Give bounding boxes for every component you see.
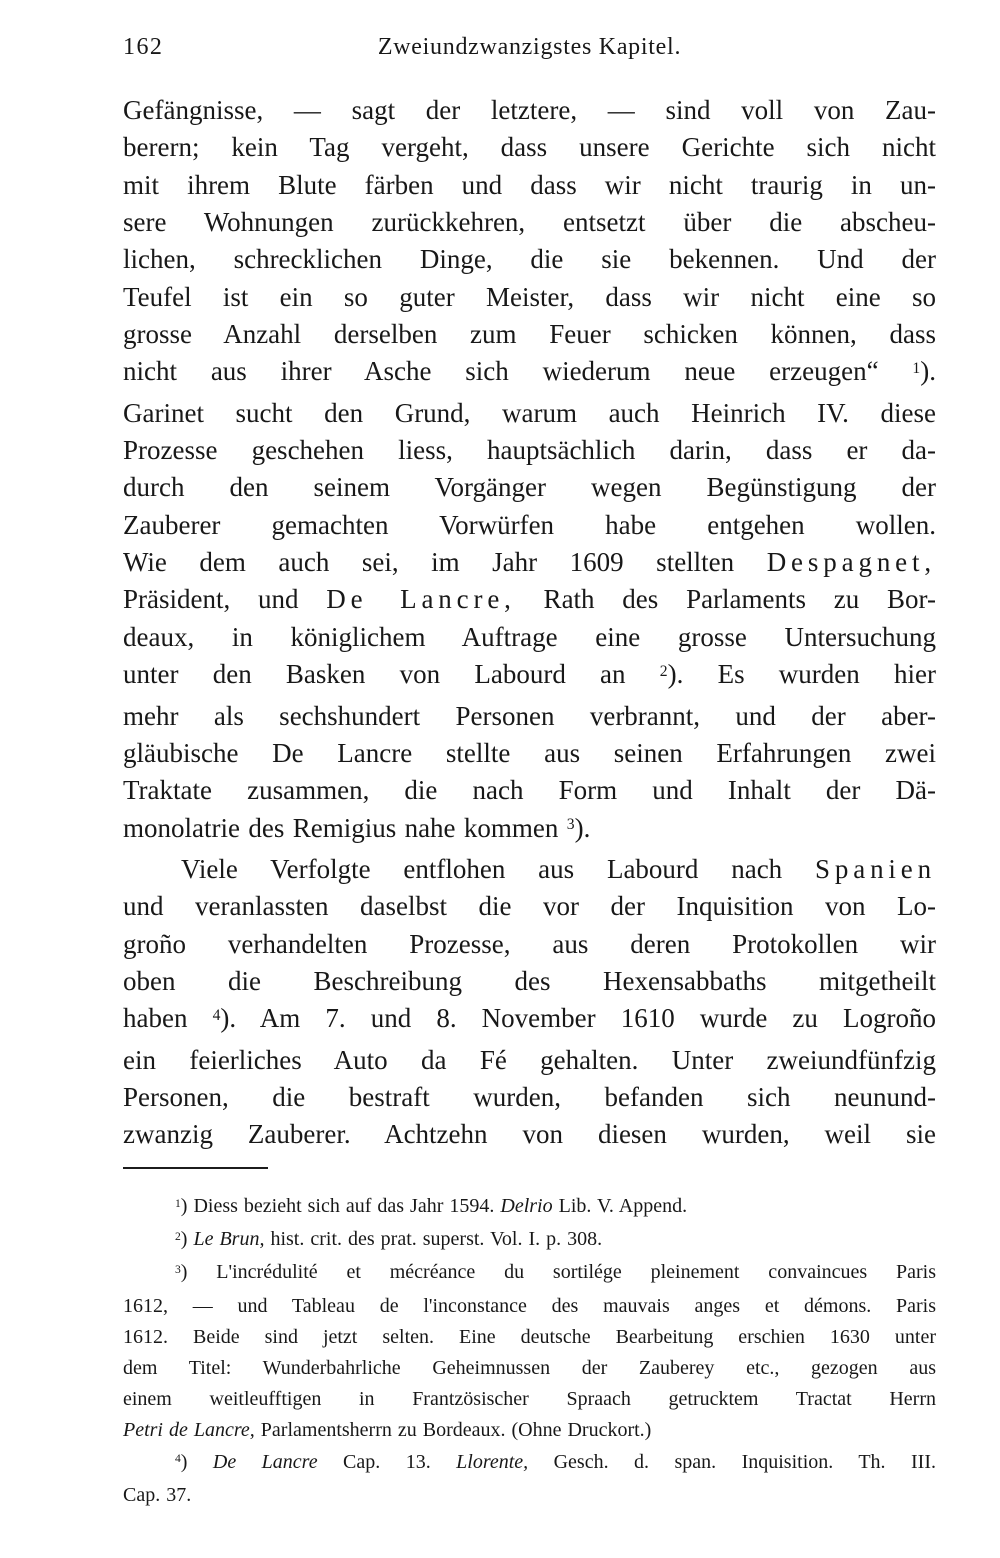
footnote-line — [123, 1257, 936, 1290]
text-segment: deaux, in königlichem Auftrage eine grosse Untersuchung — [123, 621, 936, 652]
text-segment: sere Wohnungen zurückkehren, entsetzt über die abscheu- — [123, 207, 936, 238]
body-line — [123, 395, 936, 432]
text-segment: Zauberer gemachten Vorwürfen habe entgehen wollen. — [123, 509, 936, 540]
text-segment: De Lancre — [212, 1450, 318, 1473]
footnote-marker: 3 — [175, 1263, 181, 1277]
footnote-rule — [123, 1167, 268, 1169]
footnote-line — [123, 1224, 936, 1257]
text-segment: 1612, — und Tableau de l'inconstance des mauvais anges et démons. Paris — [123, 1294, 936, 1317]
body-line — [123, 167, 936, 204]
text-segment: ). — [920, 356, 936, 387]
body-text-block — [123, 92, 936, 1154]
footnotes-block — [123, 1191, 936, 1511]
text-segment: Petri de Lancre, — [123, 1419, 255, 1442]
footnote-line — [123, 1191, 936, 1224]
body-line — [123, 316, 936, 353]
body-line — [123, 241, 936, 278]
text-segment: Präsident, und — [123, 584, 327, 615]
body-line — [123, 544, 936, 581]
footnote-line — [123, 1353, 936, 1384]
footnote-marker: 2 — [175, 1229, 181, 1243]
text-segment: Prozesse geschehen liess, hauptsächlich darin, dass er da- — [123, 435, 936, 466]
footnote-line — [123, 1447, 936, 1480]
text-segment: Garinet sucht den Grund, warum auch Heinrich IV. diese — [123, 397, 936, 428]
body-line — [123, 851, 936, 888]
text-segment: Traktate zusammen, die nach Form und Inhalt der Dä- — [123, 775, 936, 806]
text-segment: ). Es wurden hier — [667, 659, 936, 690]
text-segment: monolatrie des Remigius nahe kommen — [123, 812, 567, 843]
text-segment: ) — [180, 1228, 194, 1251]
text-segment: 1612. Beide sind jetzt selten. Eine deutsche Bearbeitung erschien 1630 unter — [123, 1325, 936, 1348]
body-line — [123, 619, 936, 656]
text-segment: Cap. 13. — [317, 1450, 457, 1473]
text-segment: Llorente, — [456, 1450, 529, 1473]
body-line — [123, 432, 936, 469]
running-header — [123, 33, 936, 63]
body-line — [123, 810, 936, 851]
text-segment: De Lancre, — [326, 584, 516, 615]
text-segment: ) L'incrédulité et mécréance du sortilége pleinement convaincues Paris — [180, 1261, 936, 1284]
text-segment: Le Brun, — [193, 1228, 265, 1251]
text-segment: nicht aus ihrer Asche sich wiederum neue erzeugen“ — [123, 356, 913, 387]
text-segment: berern; kein Tag vergeht, dass unsere Gerichte sich nicht — [123, 132, 936, 163]
text-segment: Gesch. d. span. Inquisition. Th. III. — [528, 1450, 936, 1473]
body-line — [123, 129, 936, 166]
text-segment: durch den seinem Vorgänger wegen Begünstigung der — [123, 472, 936, 503]
body-line — [123, 888, 936, 925]
text-segment: hist. crit. des prat. superst. Vol. I. p. 308. — [264, 1228, 603, 1251]
body-line — [123, 1116, 936, 1153]
footnote-marker: 3 — [566, 816, 575, 834]
body-line — [123, 963, 936, 1000]
body-line — [123, 1079, 936, 1116]
body-line — [123, 772, 936, 809]
text-segment: Viele Verfolgte entflohen aus Labourd nach — [181, 853, 815, 884]
page-number: 162 — [123, 34, 164, 60]
body-line — [123, 92, 936, 129]
footnote-line — [123, 1291, 936, 1322]
text-segment: ein feierliches Auto da Fé gehalten. Unter zweiundfünfzig — [123, 1044, 936, 1075]
text-segment: mehr als sechshundert Personen verbrannt, und der aber- — [123, 700, 936, 731]
footnote-marker: 1 — [175, 1196, 181, 1210]
text-segment: oben die Beschreibung des Hexensabbaths mitgetheilt — [123, 965, 936, 996]
text-segment: Gefängnisse, — sagt der letztere, — sind voll von Zau- — [123, 95, 936, 125]
footnote-line — [123, 1322, 936, 1353]
footnote-marker: 1 — [912, 360, 921, 378]
text-segment: ) Diess bezieht sich auf das Jahr 1594. — [180, 1195, 501, 1217]
text-segment: lichen, schrecklichen Dinge, die sie bekennen. Und der — [123, 244, 936, 275]
body-line — [123, 1042, 936, 1079]
text-segment: unter den Basken von Labourd an — [123, 659, 660, 690]
footnote-marker: 4 — [212, 1007, 221, 1025]
text-segment: Rath des Parlaments zu Bor- — [515, 584, 936, 615]
text-segment: Parlamentsherrn zu Bordeaux. (Ohne Druckort.) — [254, 1419, 652, 1442]
text-segment: mit ihrem Blute färben und dass wir nicht traurig in un- — [123, 169, 936, 200]
chapter-title: Zweiundzwanzigstes Kapitel. — [377, 34, 682, 60]
text-segment: Lib. V. Append. — [552, 1195, 688, 1217]
footnote-line — [123, 1415, 936, 1446]
body-line — [123, 507, 936, 544]
text-segment: haben — [123, 1003, 213, 1034]
footnote-line — [123, 1384, 936, 1415]
text-segment: Spanien — [814, 853, 936, 884]
text-segment: ). — [574, 812, 591, 843]
body-line — [123, 469, 936, 506]
body-line — [123, 698, 936, 735]
text-segment: Despagnet, — [766, 547, 936, 578]
body-line — [123, 353, 936, 394]
footnote-marker: 2 — [659, 663, 668, 681]
text-segment: Delrio — [500, 1195, 553, 1217]
text-segment: und veranlassten daselbst die vor der Inquisition von Lo- — [123, 891, 936, 922]
text-segment: gläubische De Lancre stellte aus seinen Erfahrungen zwei — [123, 737, 936, 768]
body-line — [123, 656, 936, 697]
body-line — [123, 926, 936, 963]
text-segment: ). Am 7. und 8. November 1610 wurde zu Logroño — [220, 1003, 936, 1034]
text-segment: grosse Anzahl derselben zum Feuer schicken können, dass — [123, 319, 936, 350]
footnote-line — [123, 1480, 936, 1511]
text-segment: Wie dem auch sei, im Jahr 1609 stellten — [123, 547, 767, 578]
body-line — [123, 279, 936, 316]
text-segment: zwanzig Zauberer. Achtzehn von diesen wurden, weil sie — [123, 1119, 936, 1150]
text-segment: groño verhandelten Prozesse, aus deren Protokollen wir — [123, 928, 936, 959]
text-segment: dem Titel: Wunderbahrliche Geheimnussen der Zauberey etc., gezogen aus — [123, 1357, 936, 1380]
text-segment: Personen, die bestraft wurden, befanden sich neunund- — [123, 1081, 936, 1112]
body-line — [123, 581, 936, 618]
text-segment: einem weitleufftigen in Frantzösischer Spraach getrucktem Tractat Herrn — [123, 1388, 936, 1411]
body-line — [123, 204, 936, 241]
text-segment: Cap. 37. — [123, 1483, 192, 1506]
footnote-marker: 4 — [175, 1452, 181, 1466]
body-line — [123, 1000, 936, 1041]
text-segment: ) — [180, 1450, 213, 1473]
text-segment: Teufel ist ein so guter Meister, dass wir nicht eine so — [123, 281, 936, 312]
body-line — [123, 735, 936, 772]
